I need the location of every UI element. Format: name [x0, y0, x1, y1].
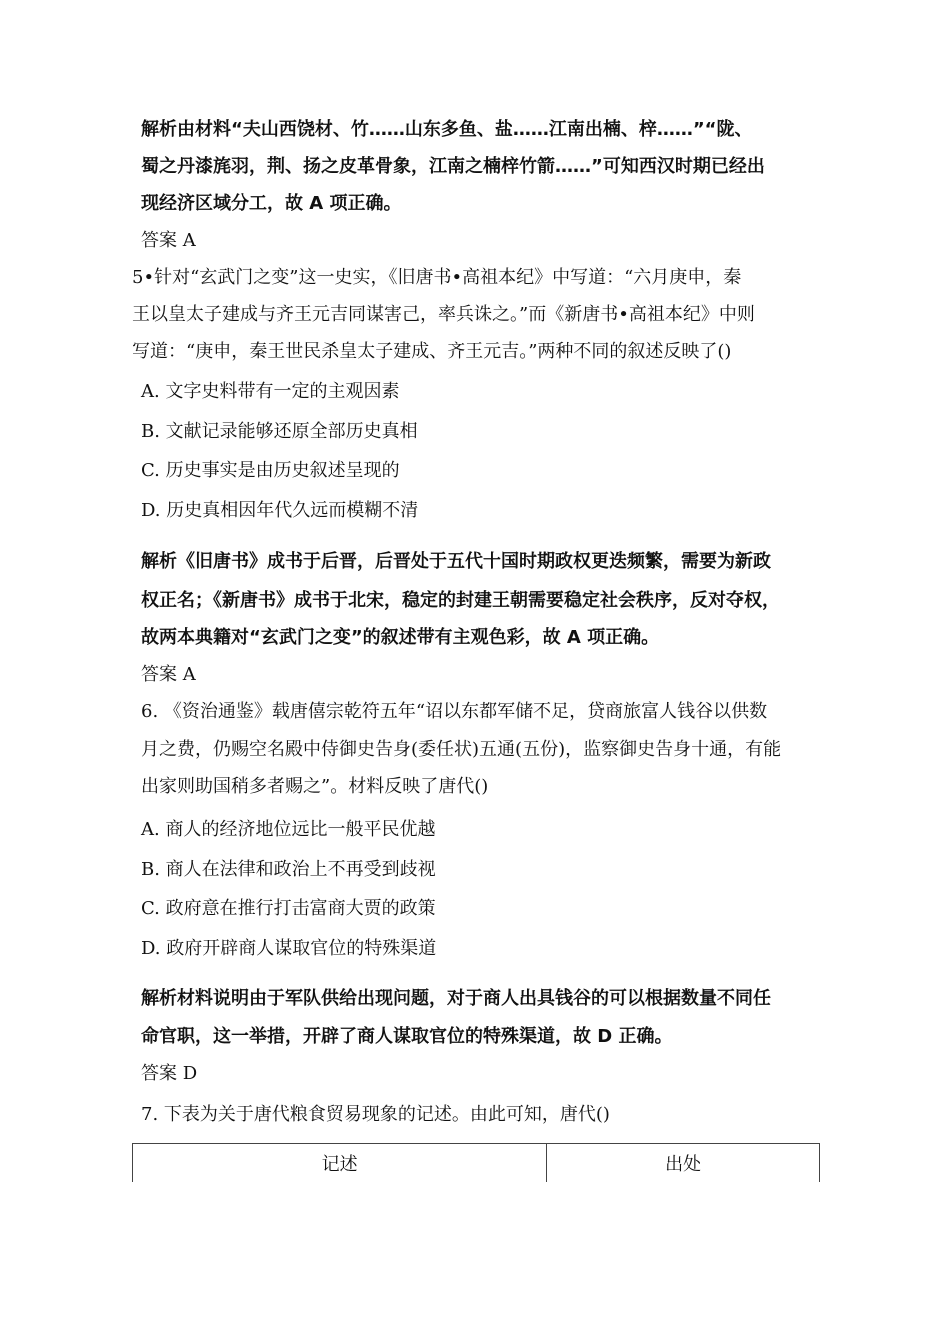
q4-analysis-line-2: 蜀之丹漆旄羽，荆、扬之皮革骨象，江南之楠梓竹箭……”可知西汉时期已经出	[141, 156, 765, 177]
q4-analysis-line-3: 现经济区域分工，故 A 项正确。	[141, 193, 402, 214]
q4-analysis-line-1: 解析由材料“夫山西饶材、竹……山东多鱼、盐……江南出楠、梓……”“陇、	[141, 119, 753, 140]
q5-stem-line-3: 写道：“庚申，秦王世民杀皇太子建成、齐王元吉。”两种不同的叙述反映了()	[132, 341, 732, 362]
q5-stem-line-1: 5•针对“玄武门之变”这一史实，《旧唐书•高祖本纪》中写道：“六月庚申，秦	[132, 267, 742, 288]
q6-analysis-line-1: 解析材料说明由于军队供给出现问题，对于商人出具钱谷的可以根据数量不同任	[141, 988, 771, 1009]
q6-stem-line-3: 出家则助国稍多者赐之”。材料反映了唐代()	[141, 776, 489, 797]
q7-table	[132, 1143, 820, 1182]
q5-analysis-line-2: 权正名；《新唐书》成书于北宋，稳定的封建王朝需要稳定社会秩序，反对夺权，	[141, 590, 780, 611]
q5-answer: 答案 A	[141, 664, 196, 685]
q6-analysis-line-2: 命官职，这一举措，开辟了商人谋取官位的特殊渠道，故 D 正确。	[141, 1026, 673, 1047]
q5-analysis-line-3: 故两本典籍对“玄武门之变”的叙述带有主观色彩，故 A 项正确。	[141, 627, 660, 648]
table-header-row	[133, 1144, 820, 1183]
q5-option-d: D. 历史真相因年代久远而模糊不清	[141, 500, 419, 521]
q6-option-c: C. 政府意在推行打击富商大贾的政策	[141, 898, 436, 919]
q6-stem-line-1: 6. 《资治通鉴》载唐僖宗乾符五年“诏以东都军储不足，贷商旅富人钱谷以供数	[141, 701, 768, 722]
q6-stem-line-2: 月之费，仍赐空名殿中侍御史告身(委任状)五通(五份)，监察御史告身十通，有能	[141, 739, 782, 760]
table-header-record: 记述	[133, 1144, 547, 1183]
q5-option-a: A. 文字史料带有一定的主观因素	[141, 381, 400, 402]
q5-option-b: B. 文献记录能够还原全部历史真相	[141, 421, 418, 442]
q7-stem: 7. 下表为关于唐代粮食贸易现象的记述。由此可知，唐代()	[141, 1104, 610, 1125]
q5-stem-line-2: 王以皇太子建成与齐王元吉同谋害己，率兵诛之。”而《新唐书•高祖本纪》中则	[132, 304, 755, 325]
q6-answer: 答案 D	[141, 1063, 198, 1084]
q6-option-a: A. 商人的经济地位远比一般平民优越	[141, 819, 436, 840]
q4-answer: 答案 A	[141, 230, 196, 251]
q5-option-c: C. 历史事实是由历史叙述呈现的	[141, 460, 400, 481]
q6-option-d: D. 政府开辟商人谋取官位的特殊渠道	[141, 938, 437, 959]
table-header-source: 出处	[547, 1144, 820, 1183]
q6-option-b: B. 商人在法律和政治上不再受到歧视	[141, 859, 436, 880]
q5-analysis-line-1: 解析《旧唐书》成书于后晋，后晋处于五代十国时期政权更迭频繁，需要为新政	[141, 551, 771, 572]
